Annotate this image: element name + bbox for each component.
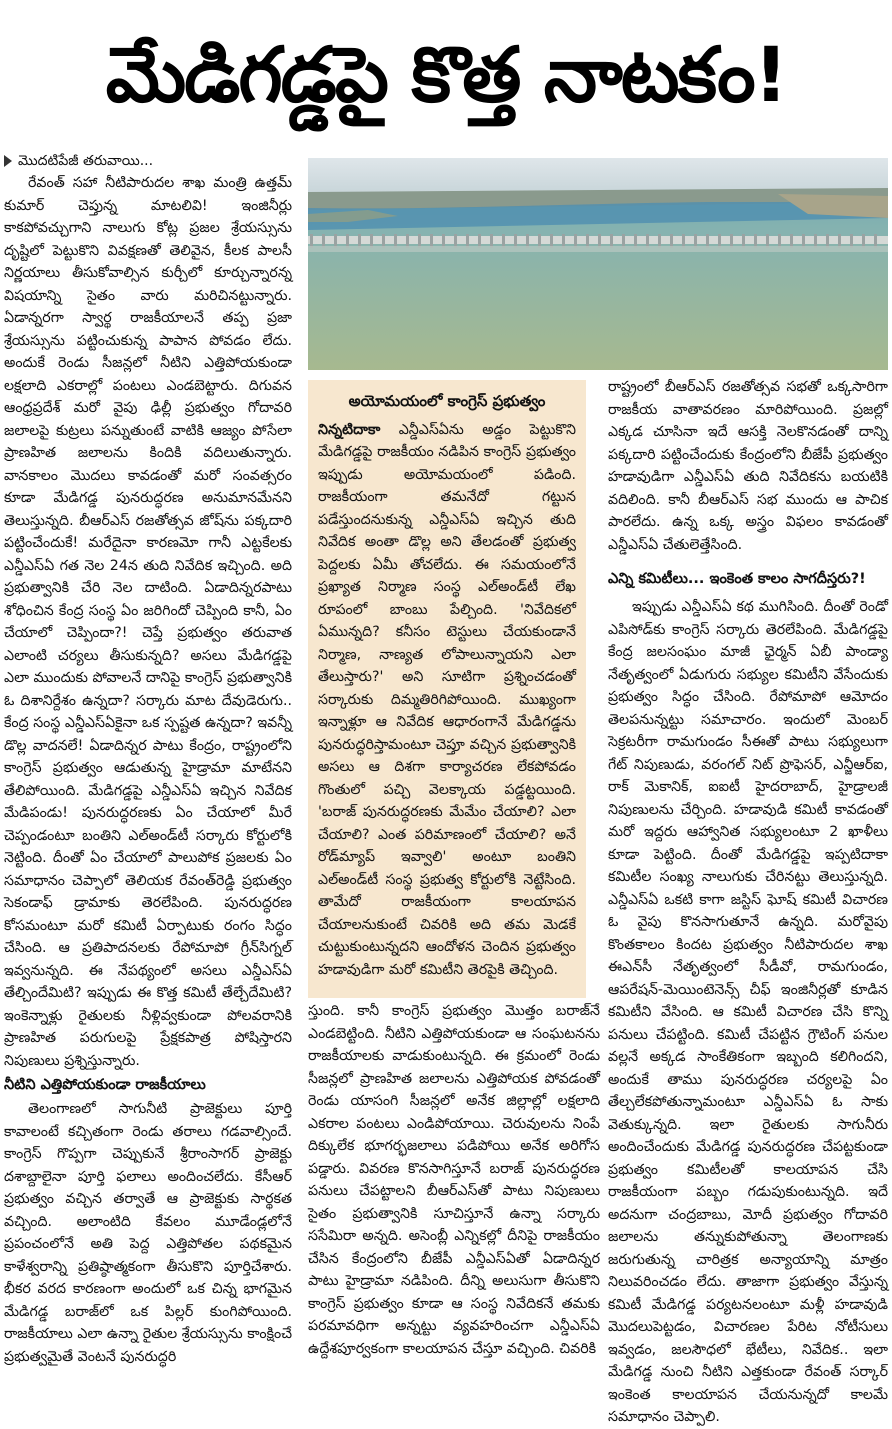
box-paragraph — [318, 419, 576, 982]
kicker — [4, 150, 292, 172]
article-column-1 — [4, 150, 292, 1410]
col2-paragraph-1: స్తుంది. కానీ కాంగ్రెస్ ప్రభుత్వం మొత్తం బరాజ్‌నే ఎండబెట్టింది. నీటిని ఎత్తిపోయకుండా ఆ సంఘటనను రాజకీయాలకు వాడుకుంటున్నది. ఈ క్రమంలో రెండు సీజన్లలో ప్రాణహిత జలాలను ఎత్తిపోయక పోవడంతో రెండు యాసంగి సీజన్లలో అనేక జిల్లాల్లో లక్షలాది ఎకరాల పంటలు ఎండిపోయాయి. చెరువులను నింపే దిక్కులేక భూగర్భజలాలు పడిపోయి అనేక అరిగోస పడ్డారు. వివరణ కొనసాగిస్తూనే బరాజ్ పునరుద్ధరణ పనులు చేపట్టాలని బీఆర్ఎస్‌తో పాటు నిపుణులు సైతం ప్రభుత్వానికి సూచిస్తూనే ఉన్నా సర్కారు ససేమిరా అన్నది. అసెంబ్లీ ఎన్నికల్లో దీనిపై రాజకీయం చేసిన కేంద్రంలోని బీజేపీ ఎన్డీఎస్ఏతో ఏడాదిన్నర పాటు హైడ్రామా నడిపింది. దీన్ని అలుసుగా తీసుకొని కాంగ్రెస్ ప్రభుత్వం కూడా ఆ సంస్థ నివేదికనే తమకు పరమావధిగా అన్నట్టు వ్యవహరించగా ఎన్డీఎస్ఏ ఉద్దేశపూర్వకంగా కాలయాపన చేస్తూ వచ్చింది. చివరికి — [308, 1003, 600, 1357]
box-body: ఎన్డీఎస్ఏను అడ్డం పెట్టుకొని మేడిగడ్డపై రాజకీయం నడిపిన కాంగ్రెస్ ప్రభుత్వం ఇప్పుడు అయోమయంలో పడింది. రాజకీయంగా తమనేదో గట్టున పడేస్తుందనుకున్న ఎన్డీఎస్ఏ ఇచ్చిన తుది నివేదిక అంతా డొల్ల అని తేలడంతో ప్రభుత్వ పెద్దలకు ఏమీ తోచలేదు. ఈ సమయంలోనే ప్రఖ్యాత నిర్మాణ సంస్థ ఎల్అండ్‌టీ లేఖ రూపంలో బాంబు పేల్చింది. 'నివేదికలో ఏమున్నది? కనీసం టెస్టులు చేయకుండానే నిర్మాణ, నాణ్యత లోపాలున్నాయని ఎలా తేలుస్తారు?' అని సూటిగా ప్రశ్నించడంతో సర్కారుకు దిమ్మతిరిగిపోయింది. ముఖ్యంగా ఇన్నాళ్లూ ఆ నివేదిక ఆధారంగానే మేడిగడ్డను పునరుద్ధరిస్తామంటూ చెప్తూ వచ్చిన ప్రభుత్వానికి అసలు ఆ దిశగా కార్యాచరణ లేకపోవడం గొంతులో పచ్చి వెలక్కాయ పడ్డట్టయింది. 'బరాజ్ పునరుద్ధరణకు మేమేం చేయాలి? ఎలా చేయాలి? ఎంత పరిమాణంలో చేయాలి? అనే రోడ్‌మ్యాప్ ఇవ్వాలి' అంటూ బంతిని ఎల్అండ్‌టీ సంస్థ ప్రభుత్వ కోర్టులోకి నెట్టేసింది. తామేదో రాజకీయంగా కాలయాపన చేయాలనుకుంటే చివరికి అది తమ మెడకే చుట్టుకుంటున్నదని ఆందోళన చెందిన ప్రభుత్వం హడావుడిగా మరో కమిటీని తెరపైకి తెచ్చింది. — [318, 421, 576, 978]
col3-paragraph-1: రాష్ట్రంలో బీఆర్ఎస్ రజతోత్సవ సభతో ఒక్కసారిగా రాజకీయ వాతావరణం మారిపోయింది. ప్రజల్లో ఎక్కడ చూసినా ఇదే ఆసక్తి నెలకొనడంతో దాన్ని పక్కదారి పట్టించేందుకు కేంద్రంలోని బీజేపీ ప్రభుత్వం హడావుడిగా ఎన్డీఎస్ఏ తుది నివేదికను బయటికి వదిలింది. కానీ బీఆర్ఎస్ సభ ముందు ఆ పాచిక పారలేదు. ఉన్న ఒక్క అస్త్రం విఫలం కావడంతో ఎన్డీఎస్ఏ చేతులెత్తేసింది. — [608, 379, 888, 553]
col3-subhead: ఎన్ని కమిటీలు... ఇంకెంత కాలం సాగదీస్తరు?! — [608, 571, 866, 587]
sidebar-box — [308, 380, 586, 998]
article-column-3 — [608, 376, 888, 1425]
triangle-right-icon — [4, 155, 12, 167]
box-lead: నిన్నటిదాకా — [318, 421, 381, 438]
box-title: అయోమయంలో కాంగ్రెస్ ప్రభుత్వం — [348, 392, 546, 410]
page-headline: మేడిగడ్డపై కొత్త నాటకం! — [105, 30, 787, 119]
barrage-photo — [308, 158, 888, 370]
col1-paragraph-2: తెలంగాణలో సాగునీటి ప్రాజెక్టులు పూర్తి కావాలంటే కచ్చితంగా రెండు తరాలు గడవాల్సిందే. కాంగ్రెస్ గొప్పగా చెప్పుకునే శ్రీరాంసాగర్ ప్రాజెక్టు దశాబ్దాలైనా పూర్తి ఫలాలు అందించలేదు. కేసీఆర్ ప్రభుత్వం వచ్చిన తర్వాతే ఆ ప్రాజెక్టుకు సార్థకత వచ్చింది. అలాంటిది కేవలం మూడేండ్లలోనే ప్రపంచంలోనే అతి పెద్ద ఎత్తిపోతల పథకమైన కాళేశ్వరాన్ని ప్రతిష్ఠాత్మకంగా తీసుకొని పూర్తిచేశారు. భీకర వరద కారణంగా అందులో ఒక చిన్న భాగమైన మేడిగడ్డ బరాజ్‌లో ఒక పిల్లర్ కుంగిపోయింది. రాజకీయాలు ఎలా ఉన్నా రైతుల శ్రేయస్సును కాంక్షించే ప్రభుత్వమైతే వెంటనే పునరుద్ధరి — [4, 1101, 292, 1365]
article-column-2 — [308, 1000, 600, 1410]
col1-paragraph-1: రేవంత్ సహా నీటిపారుదల శాఖ మంత్రి ఉత్తమ్ కుమార్ చెప్తున్న మాటలివి! ఇంజినీర్లు కాకపోవచ్చుగాని నాలుగు కోట్ల ప్రజల శ్రేయస్సును దృష్టిలో పెట్టుకొని వివక్షణతో తెలివైన, కీలక పాలసీ నిర్ణయాలు తీసుకోవాల్సిన కుర్చీలో కూర్చున్నారన్న విషయాన్ని సైతం వారు మరిచినట్టున్నారు. ఏడాన్నరగా స్వార్థ రాజకీయాలనే తప్ప ప్రజా శ్రేయస్సును పట్టించుకున్న పాపాన పోవడం లేదు. అందుకే రెండు సీజన్లలో నీటిని ఎత్తిపోయకుండా లక్షలాది ఎకరాల్లో పంటలు ఎండబెట్టారు. దిగువన ఆంధ్రప్రదేశ్ మరో వైపు ఢిల్లీ ప్రభుత్వం గోదావరి జలాలపై కుట్రలు పన్నుతుంటే వాటికి ఆజ్యం పోసేలా ప్రాణహిత జలాలను కిందికి వదిలుతున్నారు. వానకాలం మొదలు కావడంతో మరో సంవత్సరం కూడా మేడిగడ్డ పునరుద్ధరణ అనుమానమేనని తెలుస్తున్నది. బీఆర్ఎస్ రజతోత్సవ జోష్‌ను పక్కదారి పట్టించేందుకే! మరేదైనా కారణమో గానీ ఎట్టకేలకు ఎన్డీఎస్ఏ గత నెల 24న తుది నివేదిక ఇచ్చింది. అది ప్రభుత్వానికి చేరి నెల దాటింది. ఏడాదిన్నరపాటు శోధించిన కేంద్ర సంస్థ ఏం జరిగిందో చెప్పింది కానీ, ఏం చేయాలో చెప్పిందా?! చెప్తే ప్రభుత్వం తరువాత ఎలాంటి చర్యలు తీసుకున్నది? అసలు మేడిగడ్డపై ఎలా ముందుకు పోవాలనే దానిపై కాంగ్రెస్ ప్రభుత్వానికి ఓ దిశానిర్దేశం ఉన్నదా? సర్కారు మాట దేవుడెరుగు.. కేంద్ర సంస్థ ఎన్డీఎస్ఏకైనా ఒక స్పష్టత ఉన్నదా? ఇవన్నీ డొల్ల వాదనలే! ఏడాదిన్నర పాటు కేంద్రం, రాష్ట్రంలోని కాంగ్రెస్ ప్రభుత్వం ఆడుతున్న హైడ్రామా మాటేనని తేలిపోయింది. మేడిగడ్డపై ఎన్డీఎస్ఏ ఇచ్చిన నివేదిక మేడిపండు! పునరుద్ధరణకు ఏం చేయాలో మీరే చెప్పండంటూ బంతిని ఎల్అండ్‌టీ సర్కారు కోర్టులోకి నెట్టింది. దీంతో ఏం చేయాలో పాలుపోక ప్రజలకు ఏం సమాధానం చెప్పాలో తెలియక రేవంత్‌రెడ్డి ప్రభుత్వం సెకండాఫ్ డ్రామాకు తెరలేపింది. పునరుద్ధరణ కోసమంటూ మరో కమిటీ ఏర్పాటుకు రంగం సిద్ధం చేసింది. ఆ ప్రతిపాదనలకు రేపోమాపో గ్రీన్‌సిగ్నల్ ఇవ్వనున్నది. ఈ నేపథ్యంలో అసలు ఎన్డీఎస్ఏ తేల్చిందేమిటి? ఇప్పుడు ఈ కొత్త కమిటీ తేల్చేదేమిటి? ఇంకెన్నాళ్లు రైతులకు నీళ్లివ్వకుండా పోలవరానికి ప్రాణహిత పరుగులపై ప్రేక్షకపాత్ర పోషిస్తారని నిపుణులు ప్రశ్నిస్తున్నారు. — [4, 175, 292, 1069]
col3-paragraph-2: ఇప్పుడు ఎన్డీఎస్ఏ కథ ముగిసింది. దీంతో రెండో ఎపిసోడ్‌కు కాంగ్రెస్ సర్కారు తెరలేపింది. మేడిగడ్డపై కేంద్ర జలసంఘం మాజీ ఛైర్మన్ ఏబీ పాండ్యా నేతృత్వంలో ఏడుగురు సభ్యుల కమిటీని వేసేందుకు ప్రభుత్వం సిద్ధం చేసింది. రేపోమాపో ఆమోదం తెలపనున్నట్టు సమాచారం. ఇందులో మెంబర్ సెక్రటరీగా రామగుండం సీఈతో పాటు సభ్యులుగా గేట్ నిపుణుడు, వరంగల్ నిట్ ప్రొఫెసర్, ఎన్జీఆర్ఐ, రాక్ మెకానిక్, ఐఐటీ హైదరాబాద్, హైడ్రాలజీ నిపుణులను చేర్చింది. హడావుడి కమిటీ కావడంతో మరో ఇద్దరు ఆహ్వానిత సభ్యులంటూ 2 ఖాళీలు కూడా పెట్టింది. దీంతో మేడిగడ్డపై ఇప్పటిదాకా కమిటీల సంఖ్య నాలుగుకు చేరినట్టు తెలుస్తున్నది. ఎన్డీఎస్ఏ ఒకటి కాగా జస్టిస్ ఘోష్ కమిటీ విచారణ ఓ వైపు కొనసాగుతూనే ఉన్నది. మరోవైపు కొంతకాలం కిందట ప్రభుత్వం నీటిపారుదల శాఖ ఈఎన్‌సీ నేతృత్వంలో సీడీవో, రామగుండం, ఆపరేషన్-మెయింటెనెన్స్ చీఫ్ ఇంజినీర్లతో కూడిన కమిటీని వేసింది. ఆ కమిటీ విచారణ చేసి కొన్ని పనులు చేపట్టింది. కమిటీ చేపట్టిన గ్రౌటింగ్ పనుల వల్లనే అక్కడ సాంకేతికంగా ఇబ్బంది కలిగిందని, అందుకే తాము పునరుద్ధరణ చర్యలపై ఏం తేల్చలేకపోతున్నామంటూ ఎన్డీఎస్ఏ ఓ సాకు వెతుక్కున్నది. ఇలా రైతులకు సాగునీరు అందించేందుకు మేడిగడ్డ పునరుద్ధరణ చేపట్టకుండా ప్రభుత్వం కమిటీలతో కాలయాపన చేసి రాజకీయంగా పబ్బం గడుపుకుంటున్నది. ఇదే అదనుగా చంద్రబాబు, మోదీ ప్రభుత్వం గోదావరి జలాలను తన్నుకుపోతున్నా తెలంగాణకు జరుగుతున్న చారిత్రక అన్యాయాన్ని మాత్రం నిలువరించడం లేదు. తాజాగా ప్రభుత్వం వేస్తున్న కమిటీ మేడిగడ్డ పర్యటనలంటూ మళ్లీ హడావుడి మొదలుపెట్టడం, విచారణల పేరిట నోటీసులు ఇవ్వడం, జలసౌధలో భేటీలు, నివేదిక.. ఇలా మేడిగడ్డ నుంచి నీటిని ఎత్తకుండా రేవంత్ సర్కార్ ఇంకెంత కాలయాపన చేయనున్నదో కాలమే సమాధానం చెప్పాలి. — [608, 599, 888, 1425]
kicker-text: మొదటిపేజీ తరువాయి... — [18, 153, 154, 169]
col1-subhead: నీటిని ఎత్తిపోయకుండా రాజకీయాలు — [4, 1077, 206, 1093]
